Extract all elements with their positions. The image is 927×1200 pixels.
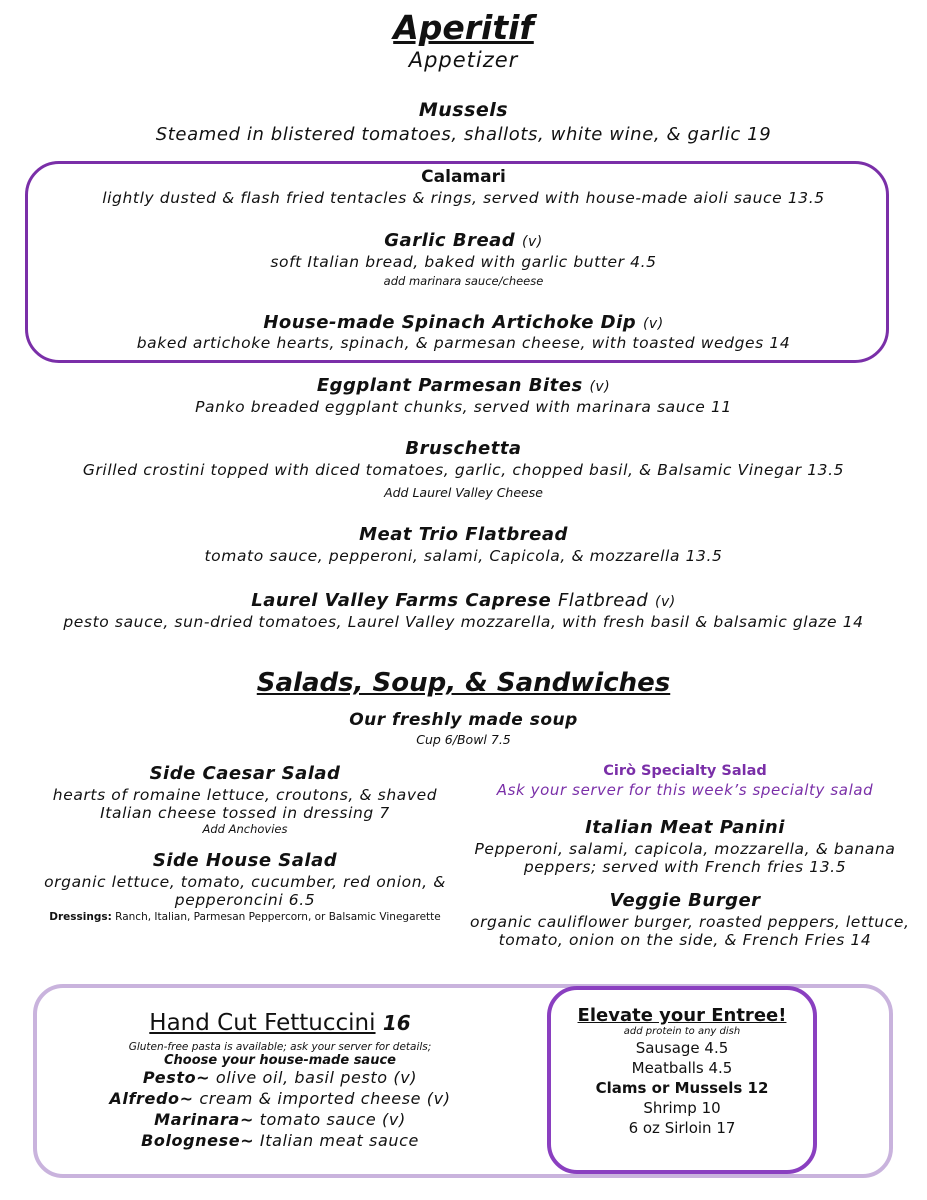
item-desc-garlic-bread: soft Italian bread, baked with garlic butter 4.5 (270, 253, 657, 271)
item-desc-spinach-dip: baked artichoke hearts, spinach, & parmesan cheese, with toasted wedges 14 (136, 334, 791, 352)
elevate-item: Shrimp 10 (643, 1099, 721, 1117)
sauce-name: Alfredo~ (109, 1089, 194, 1108)
item-name-panini: Italian Meat Panini (585, 817, 785, 838)
item-desc-panini-line1: Pepperoni, salami, capicola, mozzarella, & banana (474, 840, 896, 858)
sauce-name: Bolognese~ (141, 1131, 255, 1150)
pasta-note: Gluten-free pasta is available; ask your server for details; (128, 1041, 432, 1053)
pasta-heading (60, 1010, 500, 1036)
aperitif-title: Aperitif (393, 8, 534, 47)
vegetarian-tag: (v) (655, 594, 676, 610)
item-desc-meat-trio: tomato sauce, pepperoni, salami, Capicola, & mozzarella 13.5 (204, 547, 723, 565)
sauce-name: Pesto~ (142, 1068, 211, 1087)
soup-note: Cup 6/Bowl 7.5 (416, 732, 511, 747)
item-desc-veggie-line2: tomato, onion on the side, & French Fries 14 (498, 931, 872, 949)
dressings-list: Ranch, Italian, Parmesan Peppercorn, or Balsamic Vinegarette (115, 911, 441, 923)
sauce-desc: Italian meat sauce (259, 1131, 419, 1150)
item-name-garlic-bread: Garlic Bread (384, 230, 516, 251)
salads-left-column (30, 763, 460, 923)
item-desc-panini-line2: peppers; served with French fries 13.5 (523, 858, 847, 876)
elevate-section (551, 1005, 813, 1137)
item-desc-house-line1: organic lettuce, tomato, cucumber, red onion, & (44, 873, 446, 891)
sauce-alfredo (60, 1089, 500, 1108)
item-spinach-dip (0, 312, 927, 333)
item-garlic-bread (0, 230, 927, 251)
sauce-marinara (60, 1110, 500, 1129)
sauce-desc: olive oil, basil pesto (v) (215, 1068, 418, 1087)
sauce-desc: tomato sauce (v) (259, 1110, 406, 1129)
item-name-caesar: Side Caesar Salad (149, 763, 341, 784)
pasta-price: 16 (382, 1011, 411, 1035)
dressings-line (30, 911, 460, 923)
item-name-eggplant: Eggplant Parmesan Bites (316, 375, 583, 396)
item-desc-mussels: Steamed in blistered tomatoes, shallots, white wine, & garlic 19 (155, 124, 772, 145)
item-name-caprese: Laurel Valley Farms Caprese (251, 590, 552, 611)
item-name-veggie-burger: Veggie Burger (609, 890, 761, 911)
soup-name: Our freshly made soup (349, 710, 578, 730)
item-desc-specialty-salad: Ask your server for this week’s specialty salad (496, 781, 874, 799)
dressings-label: Dressings: (49, 911, 112, 923)
item-name-meat-trio: Meat Trio Flatbread (359, 524, 568, 545)
elevate-item: Sausage 4.5 (635, 1039, 729, 1057)
item-name-spinach-dip: House-made Spinach Artichoke Dip (263, 312, 637, 333)
sauce-bolognese (60, 1131, 500, 1150)
item-name-specialty-salad: Cirò Specialty Salad (603, 763, 767, 779)
item-note-garlic-bread: add marinara sauce/cheese (383, 274, 544, 288)
pasta-title: Hand Cut Fettuccini (149, 1010, 376, 1036)
item-desc-calamari: lightly dusted & flash fried tentacles & rings, served with house-made aioli sauce 13.5 (102, 189, 825, 207)
item-name-house-salad: Side House Salad (152, 850, 338, 871)
pasta-choose: Choose your house-made sauce (164, 1053, 396, 1068)
elevate-item: Meatballs 4.5 (631, 1059, 733, 1077)
salads-right-column (470, 763, 910, 949)
elevate-item: Clams or Mussels 12 (595, 1079, 769, 1097)
item-desc-house-line2: pepperoncini 6.5 (174, 891, 316, 909)
elevate-item: 6 oz Sirloin 17 (628, 1119, 736, 1137)
item-caprese (0, 590, 927, 611)
aperitif-subtitle: Appetizer (408, 48, 519, 72)
vegetarian-tag: (v) (642, 316, 664, 332)
elevate-title: Elevate your Entree! (577, 1005, 787, 1026)
item-note-bruschetta: Add Laurel Valley Cheese (384, 485, 543, 500)
sauce-pesto (60, 1068, 500, 1087)
elevate-note: add protein to any dish (623, 1026, 741, 1037)
item-desc-caesar-line2: Italian cheese tossed in dressing 7 (100, 804, 390, 822)
item-desc-bruschetta: Grilled crostini topped with diced tomatoes, garlic, chopped basil, & Balsamic Vinegar 13.5 (82, 461, 845, 479)
pasta-section (60, 1010, 500, 1150)
item-name-calamari: Calamari (421, 167, 506, 187)
item-desc-caesar-line1: hearts of romaine lettuce, croutons, & shaved (52, 786, 438, 804)
vegetarian-tag: (v) (521, 234, 543, 250)
item-desc-veggie-line1: organic cauliflower burger, roasted peppers, lettuce, (470, 913, 910, 931)
item-name-bruschetta: Bruschetta (405, 438, 522, 459)
sauce-name: Marinara~ (154, 1110, 254, 1129)
vegetarian-tag: (v) (589, 379, 611, 395)
item-desc-caprese: pesto sauce, sun-dried tomatoes, Laurel Valley mozzarella, with fresh basil & balsamic glaze 14 (63, 613, 864, 631)
item-desc-eggplant: Panko breaded eggplant chunks, served with marinara sauce 11 (195, 398, 732, 416)
item-eggplant (0, 375, 927, 396)
item-name-mussels: Mussels (418, 99, 509, 121)
salads-title: Salads, Soup, & Sandwiches (256, 668, 671, 698)
item-name-suffix-caprese: Flatbread (557, 590, 649, 611)
item-note-caesar: Add Anchovies (202, 822, 288, 836)
sauce-desc: cream & imported cheese (v) (199, 1089, 451, 1108)
